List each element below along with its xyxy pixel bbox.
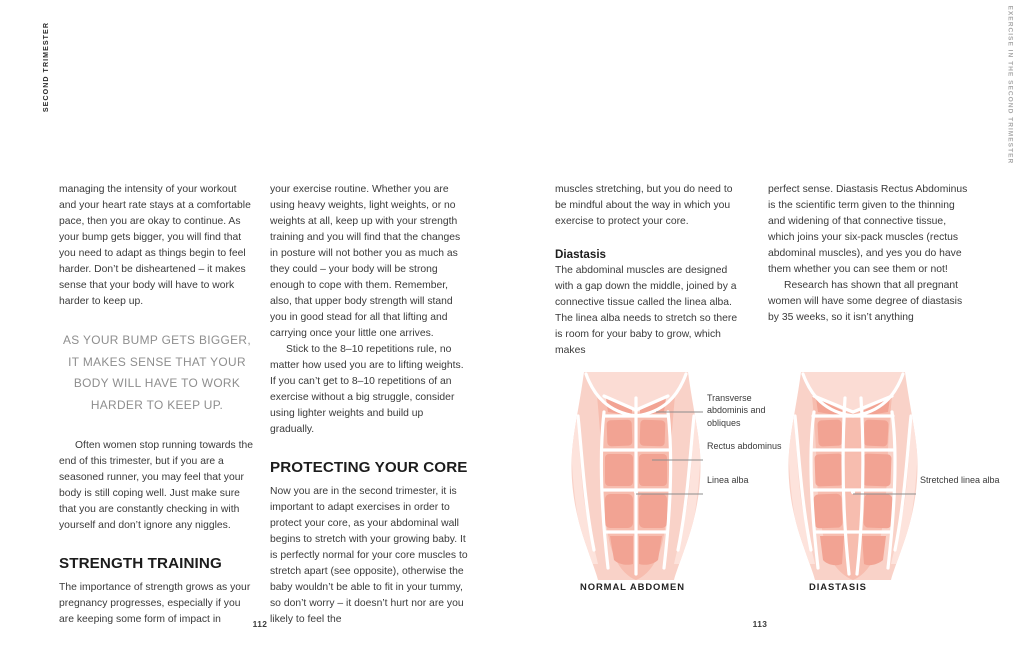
running-head-left: SECOND TRIMESTER [42,22,50,113]
paragraph: managing the intensity of your workout and your heart rate stays at a comfortable pace, then you are okay to continue. As your bump gets bigger, you will find that you need to adapt as things begin to feel harder. Don’t be disheartened – it makes sense that your body will have to work harder to keep up. [59,184,251,307]
figure-label-stretched-linea-alba: Stretched linea alba [920,475,1000,485]
text-column-3 [555,182,743,359]
paragraph: Stick to the 8–10 repetitions rule, no matter how used you are to lifting weights. If you can’t get to 8–10 repetitions of an exercise without a big struggle, consider using lighter weights and build up gradually. [270,344,464,435]
pull-quote-line: BODY WILL HAVE TO WORK [73,376,241,390]
figure-label-linea-alba: Linea alba [707,475,749,485]
figure-label-rectus-abdominus: Rectus abdominus [707,441,782,451]
paragraph: your exercise routine. Whether you are using heavy weights, light weights, or no weights at all, keep up with your strength training and you will find that the changes in posture will not bother you as much as they could – your body will be strong enough to cope with them. Remember, also, that upper body strength will stand you in good stead for all that lifting and carrying once your little one arrives. [270,184,461,339]
section-heading-protecting-your-core: PROTECTING YOUR CORE [270,459,468,476]
page-number-right: 113 [752,619,768,629]
paragraph: The abdominal muscles are designed with a gap down the middle, joined by a connective tissue called the linea alba. The linea alba needs to stretch so there is room for your baby to grow, which makes [555,265,738,356]
text-column-1 [59,182,255,628]
paragraph: Now you are in the second trimester, it is important to adapt exercises in order to protect your core, as your abdominal wall begins to stretch with your growing baby. It is perfectly normal for your core muscles to stretch apart (see opposite), otherwise the baby wouldn’t be able to fit in your tummy, so don’t worry – it doesn’t hurt nor are you likely to feel the [270,486,468,625]
pull-quote-line: HARDER TO KEEP UP. [90,397,224,412]
text-column-4 [768,182,970,326]
page-number-left: 112 [252,619,268,629]
pull-quote [59,330,255,416]
figure-caption-normal-abdomen: NORMAL ABDOMEN [580,581,685,592]
diastasis-torso [788,372,917,580]
figure-caption-diastasis: DIASTASIS [809,581,867,592]
pull-quote-line: AS YOUR BUMP GETS BIGGER, [62,333,252,347]
normal-abdomen-torso [571,372,700,580]
text-column-2 [270,182,468,628]
figure-label-transverse-abdominis: Transverse abdominis and obliques [707,393,766,428]
running-head-right: EXERCISE IN THE SECOND TRIMESTER [1006,5,1014,165]
section-heading-strength-training: STRENGTH TRAINING [59,555,222,572]
paragraph: Often women stop running towards the end of this trimester, but if you are a seasoned runner, you may feel that your body is still coping well. Just make sure that you are constantly checking in with yourself and don’t ignore any niggles. [59,440,254,531]
paragraph: Research has shown that all pregnant women will have some degree of diastasis by 35 weeks, so it isn’t anything [768,280,963,323]
pull-quote-line: IT MAKES SENSE THAT YOUR [68,354,246,369]
paragraph: muscles stretching, but you do need to be mindful about the way in which you exercise to protect your core. [555,184,733,227]
paragraph: The importance of strength grows as your pregnancy progresses, especially if you are keeping some form of impact in [59,582,251,625]
paragraph: perfect sense. Diastasis Rectus Abdominus is the scientific term given to the thinning and widening of that connective tissue, which joins your six-pack muscles (rectus abdominal muscles), and yes you do have them whether you can see them or not! [768,184,968,275]
abdominal-anatomy-figure [548,368,1000,604]
subheading-diastasis: Diastasis [555,248,607,261]
